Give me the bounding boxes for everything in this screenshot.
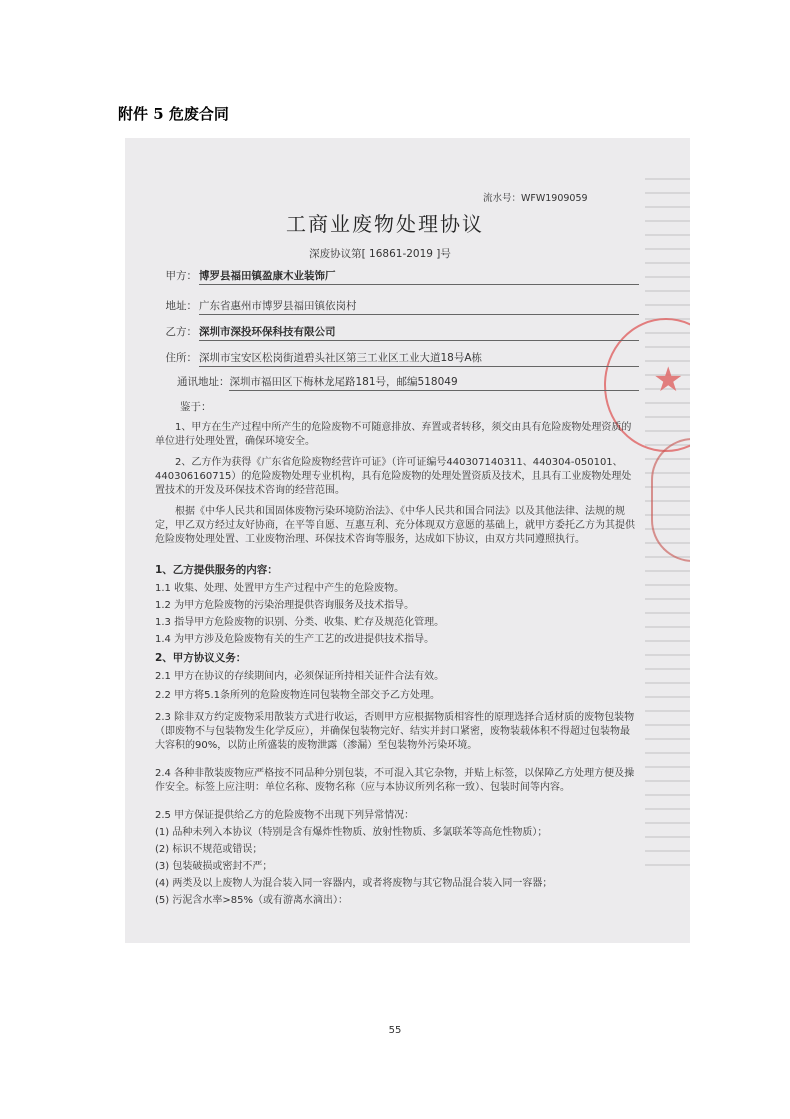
sub-item: (3) 包装破损或密封不严；	[155, 861, 273, 872]
address-value: 广东省惠州市博罗县福田镇依岗村	[199, 300, 357, 312]
underline	[199, 314, 639, 315]
list-item: 2.5 甲方保证提供给乙方的危险废物不出现下列异常情况：	[155, 810, 415, 821]
mailing-row	[177, 374, 458, 389]
list-item: 2.4 各种非散装废物应严格按不同品种分别包装，不可混入其它杂物，并贴上标签，以保障乙方处理方便及操作安全。标签上应注明：单位名称、废物名称（应与本协议所列名称一致）、包装时间等内容。	[155, 768, 635, 793]
sub-item: (4) 两类及以上废物人为混合装入同一容器内，或者将废物与其它物品混合装入同一容器；	[155, 878, 553, 889]
underline	[229, 390, 639, 391]
residence-label: 住所：	[165, 352, 197, 364]
list-item: 2.3 除非双方约定废物采用散装方式进行收运，否则甲方应根据物质相容性的原理选择合适材质的废物包装物（即废物不与包装物发生化学反应），并确保包装物完好、结实并封口紧密，废物装载体积不得超过包装物最大容积的90%，以防止所盛装的废物泄露（渗漏）至包装物外污染环境。	[155, 712, 635, 751]
seal-star-icon: ★	[653, 360, 684, 400]
party-b-value: 深圳市深投环保科技有限公司	[199, 326, 336, 338]
underline	[199, 284, 639, 285]
serial-number: 流水号：WFW1909059	[483, 193, 588, 204]
agreement-number: 深废协议第[ 16861-2019 ]号	[309, 248, 451, 260]
address-row	[153, 298, 357, 313]
underline	[199, 366, 639, 367]
page-number: 55	[388, 1025, 402, 1036]
party-a-row	[153, 268, 336, 283]
clause-1: 1、甲方在生产过程中所产生的危险废物不可随意排放、弃置或者转移，须交由具有危险废物处理资质的单位进行处理处置，确保环境安全。	[155, 422, 632, 447]
attachment-title: 附件 5 危废合同	[118, 105, 229, 123]
address-label: 地址：	[165, 300, 197, 312]
residence-row	[153, 350, 482, 365]
scanned-contract-page	[125, 138, 690, 943]
clause-2: 2、乙方作为获得《广东省危险废物经营许可证》（许可证编号440307140311、440304-050101、440306160715）的危险废物处理专业机构，具有危险废物的处理处置资质及技术，且具有工业废物处理处置技术的开发及环保技术咨询的经营范围。	[155, 457, 632, 496]
underline	[199, 340, 639, 341]
sub-item: (2) 标识不规范或错误；	[155, 844, 263, 855]
list-item: 1.3 指导甲方危险废物的识别、分类、收集、贮存及规范化管理。	[155, 617, 445, 628]
residence-value: 深圳市宝安区松岗街道碧头社区第三工业区工业大道18号A栋	[199, 352, 483, 364]
party-a-label: 甲方：	[165, 270, 197, 282]
section-2-heading: 2、甲方协议义务：	[155, 652, 247, 664]
list-item: 2.1 甲方在协议的存续期间内，必须保证所持相关证件合法有效。	[155, 671, 445, 682]
party-a-value: 博罗县福田镇盈康木业装饰厂	[199, 270, 336, 282]
list-item: 1.1 收集、处理、处置甲方生产过程中产生的危险废物。	[155, 583, 405, 594]
sub-item: (1) 品种未列入本协议（特别是含有爆炸性物质、放射性物质、多氯联苯等高危性物质）；	[155, 827, 548, 838]
section-1-heading: 1、乙方提供服务的内容：	[155, 564, 278, 576]
party-b-label: 乙方：	[165, 326, 197, 338]
mailing-value: 深圳市福田区下梅林龙尾路181号，邮编518049	[229, 376, 458, 388]
mailing-label: 通讯地址：	[177, 376, 230, 388]
whereas-label: 鉴于：	[180, 401, 212, 413]
list-item: 1.2 为甲方危险废物的污染治理提供咨询服务及技术指导。	[155, 600, 415, 611]
list-item: 1.4 为甲方涉及危险废物有关的生产工艺的改进提供技术指导。	[155, 634, 435, 645]
document-title: 工商业废物处理协议	[286, 212, 484, 236]
party-b-row	[153, 324, 336, 339]
clause-basis: 根据《中华人民共和国固体废物污染环境防治法》、《中华人民共和国合同法》以及其他法律、法规的规定，甲乙双方经过友好协商，在平等自愿、互惠互利、充分体现双方意愿的基础上，就甲方委托乙方为其提供危险废物处理处置、工业废物治理、环保技术咨询等服务，达成如下协议，由双方共同遵照执行。	[155, 506, 635, 545]
list-item: 2.2 甲方将5.1条所列的危险废物连同包装物全部交予乙方处理。	[155, 690, 440, 701]
sub-item: (5) 污泥含水率>85%（或有游离水滴出）：	[155, 895, 348, 906]
